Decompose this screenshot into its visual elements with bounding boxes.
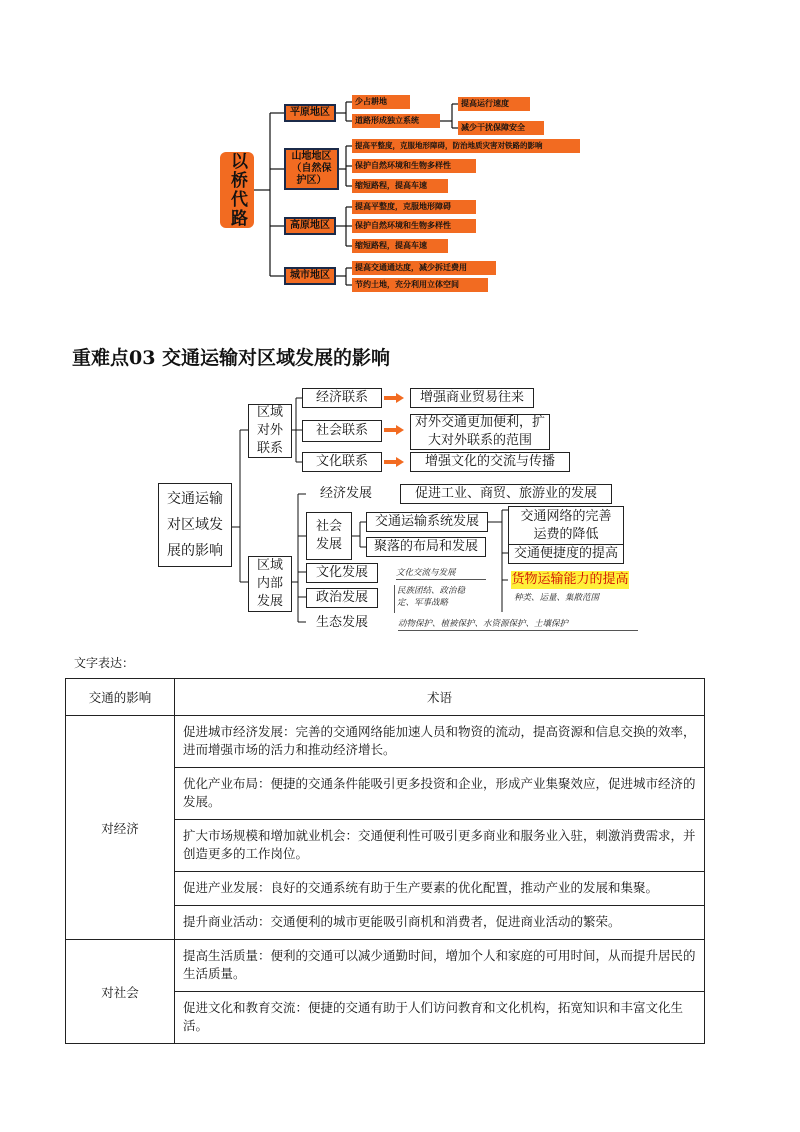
term-cell: 提升商业活动：交通便利的城市更能吸引商机和消费者，促进商业活动的繁荣。 — [175, 906, 705, 940]
bridge-map-root — [220, 152, 254, 228]
bridge-subleaf: 提高运行速度 — [458, 97, 530, 111]
internal-ecology: 生态发展 — [315, 615, 368, 630]
bridge-leaf: 保护自然环境和生物多样性 — [352, 219, 476, 233]
internal-development-node: 区域内部发展 — [248, 556, 292, 612]
external-links-node: 区域对外联系 — [248, 404, 292, 458]
bridge-leaf: 节约土地，充分利用立体空间 — [352, 278, 488, 292]
bridge-leaf: 提高交通通达度，减少拆迁费用 — [352, 261, 496, 275]
bridge-category-city: 城市地区 — [284, 267, 336, 285]
table-header-row — [66, 679, 705, 716]
internal-culture-note: 文化交流与发展 — [396, 566, 486, 580]
column-header-terms: 术语 — [175, 679, 705, 716]
term-cell: 促进产业发展：良好的交通系统有助于生产要素的优化配置，推动产业的发展和集聚。 — [175, 872, 705, 906]
bridge-leaf: 少占耕地 — [352, 95, 410, 109]
term-cell: 优化产业布局：便捷的交通条件能吸引更多投资和企业，形成产业集聚效应，促进城市经济的发展。 — [175, 768, 705, 820]
accessibility-improvement: 交通便捷度的提高 — [508, 544, 624, 564]
term-cell: 提高生活质量：便利的交通可以减少通勤时间，增加个人和家庭的可用时间，从而提升居民的生活质量。 — [175, 940, 705, 992]
network-and-cost: 交通网络的完善 运费的降低 — [508, 506, 624, 546]
terms-table — [65, 678, 705, 1044]
column-header-impact: 交通的影响 — [66, 679, 175, 716]
table-row — [66, 940, 705, 992]
bridge-category-mountain: 山地地区（自然保护区） — [284, 148, 339, 190]
bridge-map-root-label: 以桥代路 — [227, 152, 247, 228]
bridge-category-plateau: 高原地区 — [284, 217, 336, 235]
category-society: 对社会 — [66, 940, 175, 1044]
internal-ecology-note: 动物保护、植被保护、水资源保护、土壤保护 — [398, 617, 638, 631]
bridge-leaf: 道路形成独立系统 — [352, 114, 440, 128]
external-economy-result: 增强商业贸易往来 — [410, 388, 534, 408]
freight-capacity-note: 种类、运量、集散范围 — [514, 593, 600, 603]
bridge-leaf: 缩短路程，提高车速 — [352, 179, 448, 193]
bridge-leaf: 缩短路程，提高车速 — [352, 239, 448, 253]
text-expression-label: 文字表达： — [74, 656, 135, 670]
settlement-layout: 聚落的布局和发展 — [366, 537, 486, 557]
external-culture: 文化联系 — [302, 452, 382, 472]
section-heading: 重难点03 交通运输对区域发展的影响 — [72, 347, 391, 369]
internal-society: 社会发展 — [306, 512, 352, 560]
category-economy: 对经济 — [66, 716, 175, 940]
bridge-leaf: 提高平整度，克服地形障碍，防治地质灾害对铁路的影响 — [352, 139, 580, 153]
external-society: 社会联系 — [302, 420, 382, 442]
internal-culture: 文化发展 — [306, 563, 378, 583]
term-cell: 促进文化和教育交流：便捷的交通有助于人们访问教育和文化机构，拓宽知识和丰富文化生活。 — [175, 992, 705, 1044]
term-cell: 扩大市场规模和增加就业机会：交通便利性可吸引更多商业和服务业入驻，刺激消费需求，并创造更多的工作岗位。 — [175, 820, 705, 872]
internal-politics: 政治发展 — [306, 588, 378, 608]
external-culture-result: 增强文化的交流与传播 — [410, 452, 570, 472]
external-economy: 经济联系 — [302, 388, 382, 408]
external-society-result: 对外交通更加便利，扩大对外联系的范围 — [410, 414, 550, 450]
freight-capacity-improvement: 货物运输能力的提高 — [511, 572, 629, 587]
internal-politics-note: 民族团结、政治稳定、军事战略 — [394, 585, 480, 613]
internal-economy: 经济发展 — [319, 486, 372, 501]
term-cell: 促进城市经济发展：完善的交通网络能加速人员和物资的流动，提高资源和信息交换的效率，进而增强市场的活力和推动经济增长。 — [175, 716, 705, 768]
bridge-category-plain: 平原地区 — [284, 104, 336, 122]
impact-root: 交通运输对区域发展的影响 — [158, 483, 232, 567]
bridge-subleaf: 减少干扰保障安全 — [458, 121, 544, 135]
table-row — [66, 716, 705, 768]
bridge-leaf: 提高平整度，克服地形障碍 — [352, 200, 476, 214]
bridge-leaf: 保护自然环境和生物多样性 — [352, 159, 476, 173]
internal-economy-result: 促进工业、商贸、旅游业的发展 — [400, 484, 612, 504]
transport-system-development: 交通运输系统发展 — [366, 512, 488, 532]
